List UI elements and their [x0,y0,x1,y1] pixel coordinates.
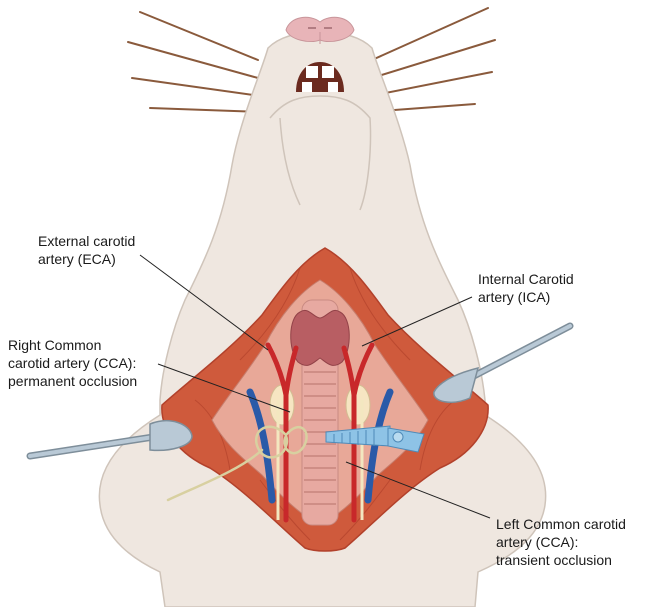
label-eca-line2: artery (ECA) [38,251,116,267]
label-ica-line1: Internal Carotid [478,271,574,287]
label-right-cca-line3: permanent occlusion [8,373,138,389]
label-right-cca-line2: carotid artery (CCA): [8,355,137,371]
label-left-cca-line3: transient occlusion [496,552,612,568]
thyroid [291,310,350,365]
label-ica-line2: artery (ICA) [478,289,551,305]
label-left-cca-line1: Left Common carotid [496,516,626,532]
label-eca [38,232,135,268]
label-right-cca-line1: Right Common [8,337,102,353]
whiskers-left [128,12,262,112]
label-eca-line1: External carotid [38,233,136,249]
label-left-cca-line2: artery (CCA): [496,534,579,550]
left-gland [270,385,294,425]
right-gland [346,385,370,425]
label-left-cca [496,515,626,569]
label-right-cca [8,336,137,390]
label-ica [478,270,574,306]
